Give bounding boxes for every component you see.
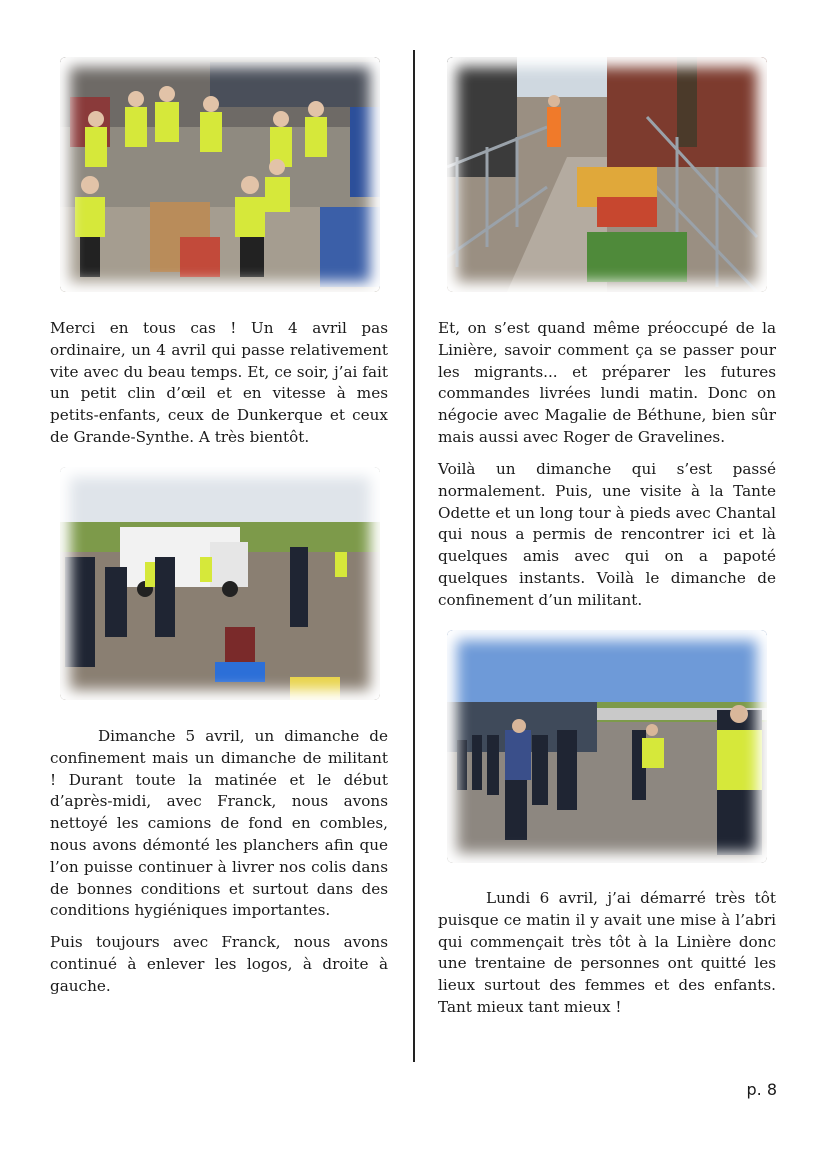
photo-volunteers-group	[60, 57, 380, 292]
photo-volunteers-group-image	[60, 57, 380, 292]
right-paragraph-2: Voilà un dimanche qui s’est passé normalement. Puis, une visite à la Tante Odette et un long tour à pieds avec Chantal qui nous a permis de rencontrer ici et là quelques amis avec qui on a papoté quelques instants. Voilà le dimanche de confinement d’un militant.	[438, 460, 776, 609]
photo-people-queue	[447, 630, 767, 863]
photo-field-distribution	[60, 467, 380, 700]
page-number: p. 8	[746, 1080, 777, 1099]
left-paragraph-1: Merci en tous cas ! Un 4 avril pas ordinaire, un 4 avril qui passe relativement vite avec du beau temps. Et, ce soir, j’ai fait un petit clin d’œil et en vitesse à mes petits-enfants, ceux de Dunkerque et ceux de Grande-Synthe. A très bientôt.	[50, 319, 388, 446]
photo-people-queue-image	[447, 630, 767, 863]
left-paragraph-2: Dimanche 5 avril, un dimanche de confinement mais un dimanche de militant ! Durant toute la matinée et le début d’après-midi, avec Franck, nous avons nettoyé les camions de fond en combles, nous avons démonté les planchers afin que l’on puisse continuer à livrer nos colis dans de bonnes conditions et surtout dans des conditions hygiéniques importantes.	[50, 727, 388, 920]
left-paragraph-3: Puis toujours avec Franck, nous avons continué à enlever les logos, à droite à gauche.	[50, 933, 388, 995]
right-paragraph-1: Et, on s’est quand même préoccupé de la Linière, savoir comment ça se passer pour les migrants... et préparer les futures commandes livrées lundi matin. Donc on négocie avec Magalie de Béthune, bien sûr mais aussi avec Roger de Gravelines.	[438, 319, 776, 446]
column-divider	[413, 50, 415, 1062]
photo-market-street	[447, 57, 767, 292]
right-paragraph-3: Lundi 6 avril, j’ai démarré très tôt puisque ce matin il y avait une mise à l’abri qui commençait très tôt à la Linière donc une trentaine de personnes ont quitté les lieux surtout des femmes et des enfants. Tant mieux tant mieux !	[438, 889, 776, 1016]
photo-market-street-image	[447, 57, 767, 292]
photo-field-distribution-image	[60, 467, 380, 700]
